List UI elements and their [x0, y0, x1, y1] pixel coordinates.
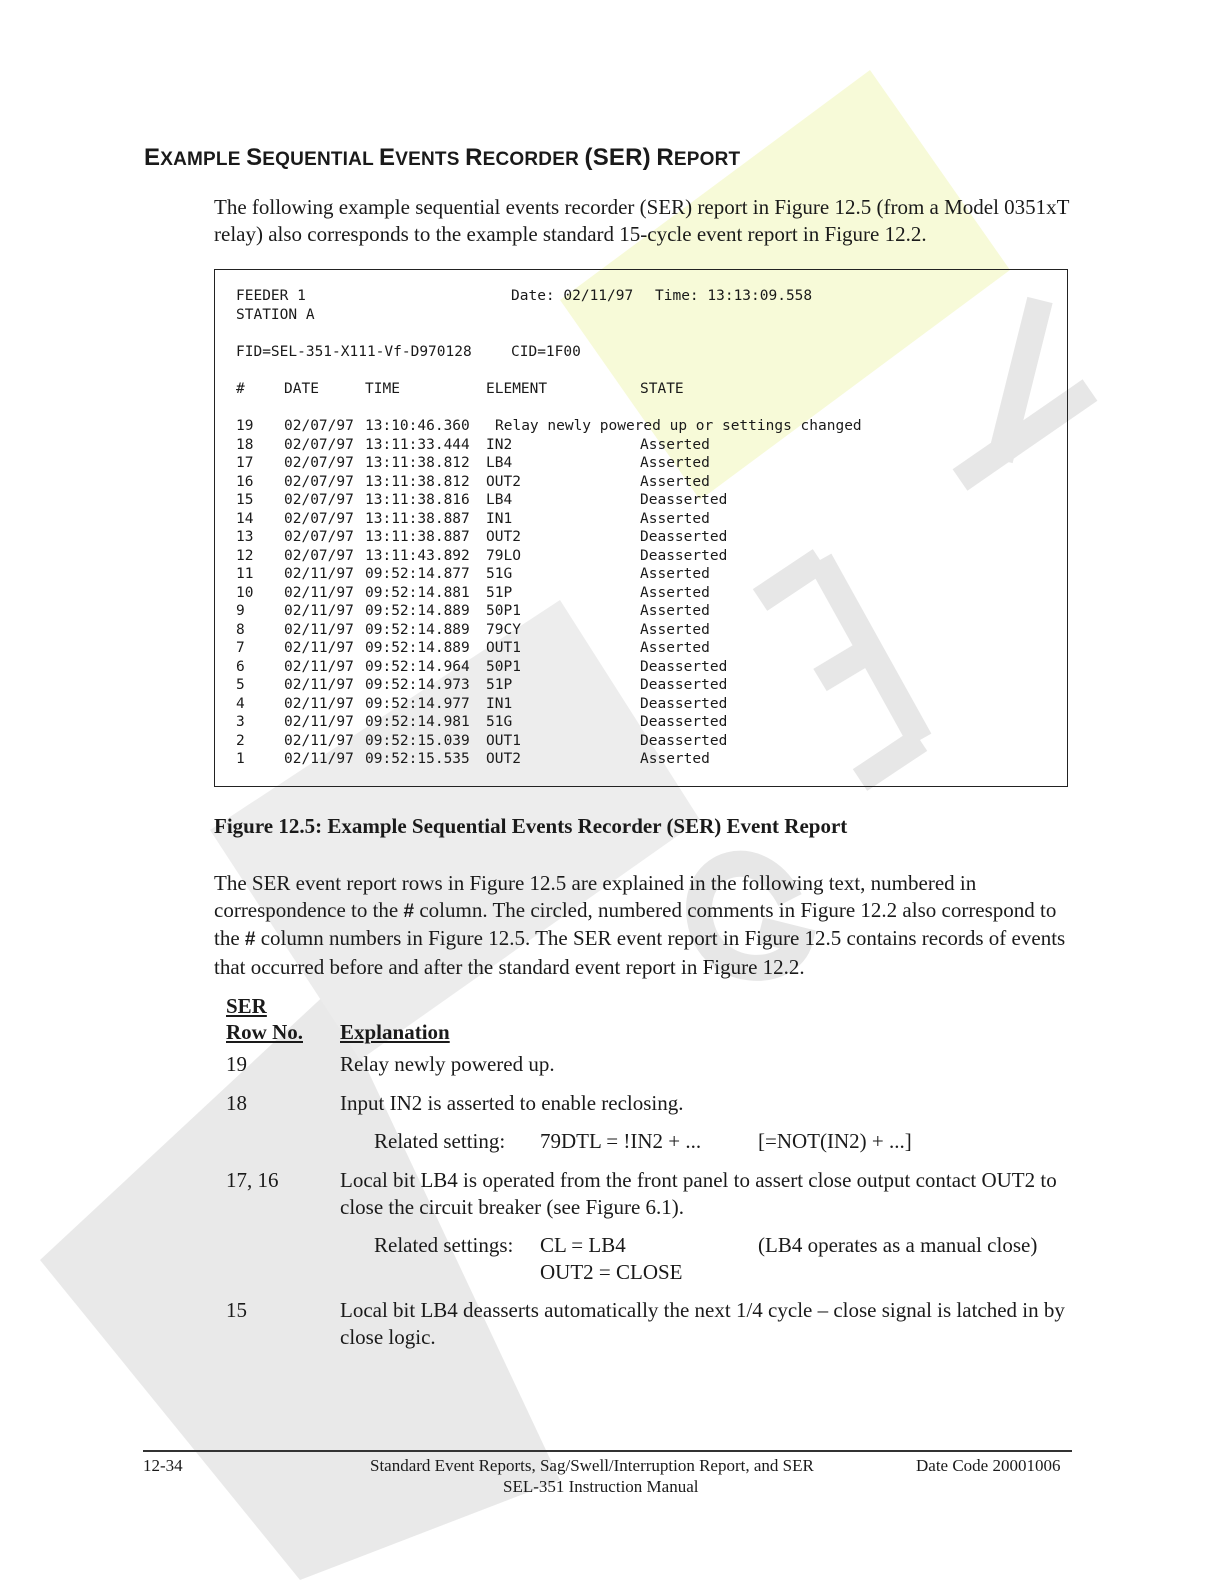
related-setting-value: 79DTL = !IN2 + ... — [540, 1129, 702, 1153]
row-num: 19 — [226, 1052, 247, 1076]
col-header-state: STATE — [640, 381, 684, 397]
ser-cell-date: 02/11/97 — [284, 603, 354, 619]
heading-part: EVENTS — [379, 144, 466, 171]
ser-cell-time: 13:11:33.444 — [365, 436, 470, 453]
ser-cell-time: 09:52:14.889 — [365, 621, 470, 638]
ser-cell-element: 51P — [486, 677, 513, 693]
footer-date-code: Date Code 20001006 — [916, 1456, 1061, 1475]
ser-cell-note: Relay newly powered up or settings changed — [495, 418, 862, 434]
ser-cell-num: 8 — [236, 621, 245, 638]
ser-cell-num: 7 — [236, 640, 245, 656]
ser-cell-time: 09:52:14.889 — [365, 640, 470, 656]
related-setting-label: Related settings: — [374, 1233, 514, 1257]
ser-cell-date: 02/07/97 — [284, 547, 354, 564]
ser-cell-num: 17 — [236, 455, 254, 471]
ser-cell-time: 09:52:14.964 — [365, 658, 470, 675]
ser-cell-state: Deasserted — [640, 529, 728, 545]
ser-cell-num: 2 — [236, 732, 245, 749]
section-heading — [144, 144, 740, 172]
ser-cell-time: 09:52:15.535 — [365, 751, 470, 767]
ser-cell-time: 09:52:14.981 — [365, 714, 470, 730]
row-num: 17, 16 — [226, 1168, 279, 1192]
col-header-element: ELEMENT — [486, 381, 548, 397]
ser-cell-date: 02/07/97 — [284, 510, 354, 527]
ser-cell-num: 1 — [236, 751, 245, 767]
ser-cell-state: Asserted — [640, 510, 710, 527]
ser-cell-element: LB4 — [486, 492, 513, 508]
ser-cell-state: Asserted — [640, 473, 710, 490]
ser-cell-num: 15 — [236, 492, 254, 508]
ser-cell-state: Asserted — [640, 640, 710, 656]
col-header-date: DATE — [284, 381, 319, 397]
ser-cell-num: 6 — [236, 658, 245, 675]
heading-part: REPORT — [656, 144, 741, 171]
ser-cell-element: OUT1 — [486, 732, 521, 749]
ser-cell-state: Asserted — [640, 751, 710, 767]
row-num: 18 — [226, 1091, 247, 1115]
ser-cell-state: Asserted — [640, 566, 710, 582]
watermark-gray-band — [40, 990, 560, 1580]
ser-report-box — [214, 269, 1068, 787]
ser-cell-date: 02/11/97 — [284, 566, 354, 582]
ser-cell-time: 09:52:14.881 — [365, 584, 470, 601]
ser-cell-element: 79CY — [486, 621, 521, 638]
ser-cell-element: IN1 — [486, 510, 513, 527]
col-header-num: # — [236, 381, 245, 397]
heading-part: EXAMPLE — [144, 144, 247, 171]
ser-cell-element: 51G — [486, 714, 513, 730]
ser-cell-date: 02/07/97 — [284, 436, 354, 453]
heading-part: (SER) — [584, 144, 651, 171]
ser-cell-element: OUT1 — [486, 640, 521, 656]
ser-cell-date: 02/11/97 — [284, 677, 354, 693]
explanation-paragraph: The SER event report rows in Figure 12.5 are explained in the following text, numbered in correspondence to the # column. The circled, numbered comments in Figure 12.2 also correspond to the # column numbers in Figure 12.5. The SER event report in Figure 12.5 contains records of events that occurred before and after the standard event report in Figure 12.2. — [214, 871, 1066, 979]
ser-cell-time: 13:11:38.887 — [365, 529, 470, 545]
ser-cell-date: 02/11/97 — [284, 621, 354, 638]
related-setting-note: [=NOT(IN2) + ...] — [758, 1129, 912, 1153]
ser-cell-num: 18 — [236, 436, 254, 453]
ser-cell-element: LB4 — [486, 455, 513, 471]
ser-cell-state: Asserted — [640, 455, 710, 471]
ser-cell-time: 13:11:38.887 — [365, 510, 470, 527]
ser-cell-element: 50P1 — [486, 603, 521, 619]
ser-cell-date: 02/07/97 — [284, 529, 354, 545]
ser-cell-element: OUT2 — [486, 529, 521, 545]
ser-cell-date: 02/11/97 — [284, 658, 354, 675]
ser-cell-date: 02/07/97 — [284, 455, 354, 471]
ser-cell-date: 02/11/97 — [284, 640, 354, 656]
ser-cell-state: Asserted — [640, 621, 710, 638]
ser-cell-num: 16 — [236, 473, 254, 490]
related-setting-label: Related setting: — [374, 1129, 506, 1153]
ser-cell-date: 02/07/97 — [284, 418, 354, 434]
ser-cell-state: Deasserted — [640, 492, 728, 508]
ser-cell-num: 13 — [236, 529, 254, 545]
ser-cell-element: OUT2 — [486, 751, 521, 767]
ser-cell-state: Deasserted — [640, 677, 728, 693]
heading-part: SEQUENTIAL — [246, 144, 380, 171]
hdr-ser: SER — [226, 994, 267, 1018]
ser-cell-date: 02/07/97 — [284, 473, 354, 490]
ser-cell-element: IN2 — [486, 436, 513, 453]
ser-cell-time: 13:11:38.812 — [365, 455, 470, 471]
ser-cell-time: 09:52:14.889 — [365, 603, 470, 619]
ser-cell-num: 3 — [236, 714, 245, 730]
ser-cell-time: 13:10:46.360 — [365, 418, 470, 434]
ser-cell-num: 12 — [236, 547, 254, 564]
ser-cell-time: 13:11:43.892 — [365, 547, 470, 564]
ser-cell-state: Deasserted — [640, 547, 728, 564]
hdr-explanation: Explanation — [340, 1020, 450, 1044]
ser-cell-num: 14 — [236, 510, 254, 527]
related-setting-value: OUT2 = CLOSE — [540, 1260, 683, 1284]
ser-cell-num: 11 — [236, 566, 254, 582]
ser-cell-time: 09:52:14.877 — [365, 566, 470, 582]
row-explanation: Local bit LB4 is operated from the front panel to assert close output contact OUT2 to close the circuit breaker (see Figure 6.1). — [340, 1168, 1057, 1219]
station-label: STATION A — [236, 307, 315, 323]
ser-cell-state: Deasserted — [640, 658, 728, 675]
footer-title: Standard Event Reports, Sag/Swell/Interruption Report, and SER — [370, 1456, 814, 1475]
ser-cell-time: 13:11:38.812 — [365, 473, 470, 490]
ser-cell-element: 79LO — [486, 547, 521, 564]
intro-paragraph: The following example sequential events recorder (SER) report in Figure 12.5 (from a Model 0351xT relay) also corresponds to the example standard 15-cycle event report in Figure 12.2. — [214, 195, 1070, 246]
ser-cell-time: 09:52:15.039 — [365, 732, 470, 749]
related-setting-note: (LB4 operates as a manual close) — [758, 1233, 1038, 1257]
ser-cell-state: Deasserted — [640, 695, 728, 712]
ser-cell-date: 02/07/97 — [284, 492, 354, 508]
ser-cell-date: 02/11/97 — [284, 584, 354, 601]
ser-cell-state: Deasserted — [640, 732, 728, 749]
ser-cell-state: Deasserted — [640, 714, 728, 730]
row-explanation: Local bit LB4 deasserts automatically the next 1/4 cycle – close signal is latched in by close logic. — [340, 1298, 1065, 1349]
ser-cell-date: 02/11/97 — [284, 732, 354, 749]
ser-cell-state: Asserted — [640, 584, 710, 601]
footer-page-number: 12-34 — [143, 1456, 183, 1475]
ser-cell-time: 13:11:38.816 — [365, 492, 470, 508]
ser-cell-element: 51P — [486, 584, 513, 601]
ser-cell-num: 10 — [236, 584, 254, 601]
ser-cell-date: 02/11/97 — [284, 714, 354, 730]
cid-label: CID=1F00 — [511, 344, 581, 360]
ser-cell-state: Asserted — [640, 603, 710, 619]
ser-cell-time: 09:52:14.973 — [365, 677, 470, 693]
ser-cell-date: 02/11/97 — [284, 695, 354, 712]
heading-part: RECORDER — [465, 144, 585, 171]
footer-rule — [143, 1450, 1072, 1452]
ser-cell-state: Asserted — [640, 436, 710, 453]
ser-cell-num: 19 — [236, 418, 254, 434]
ser-cell-num: 9 — [236, 603, 245, 619]
col-header-time: TIME — [365, 381, 400, 397]
ser-cell-element: 50P1 — [486, 658, 521, 675]
row-num: 15 — [226, 1298, 247, 1322]
feeder-label: FEEDER 1 — [236, 288, 306, 304]
report-time: Time: 13:13:09.558 — [655, 288, 813, 304]
ser-cell-time: 09:52:14.977 — [365, 695, 470, 712]
row-explanation: Relay newly powered up. — [340, 1052, 555, 1076]
hdr-row-no: Row No. — [226, 1020, 303, 1044]
ser-cell-num: 4 — [236, 695, 245, 712]
fid-label: FID=SEL-351-X111-Vf-D970128 — [236, 344, 472, 360]
row-explanation: Input IN2 is asserted to enable reclosing. — [340, 1091, 684, 1115]
ser-cell-element: IN1 — [486, 695, 513, 712]
footer-manual: SEL-351 Instruction Manual — [503, 1477, 699, 1496]
related-setting-value: CL = LB4 — [540, 1233, 626, 1257]
report-date: Date: 02/11/97 — [511, 288, 634, 304]
ser-cell-date: 02/11/97 — [284, 751, 354, 767]
ser-cell-element: OUT2 — [486, 473, 521, 490]
ser-cell-element: 51G — [486, 566, 513, 582]
ser-cell-num: 5 — [236, 677, 245, 693]
figure-caption: Figure 12.5: Example Sequential Events Recorder (SER) Event Report — [214, 814, 848, 838]
